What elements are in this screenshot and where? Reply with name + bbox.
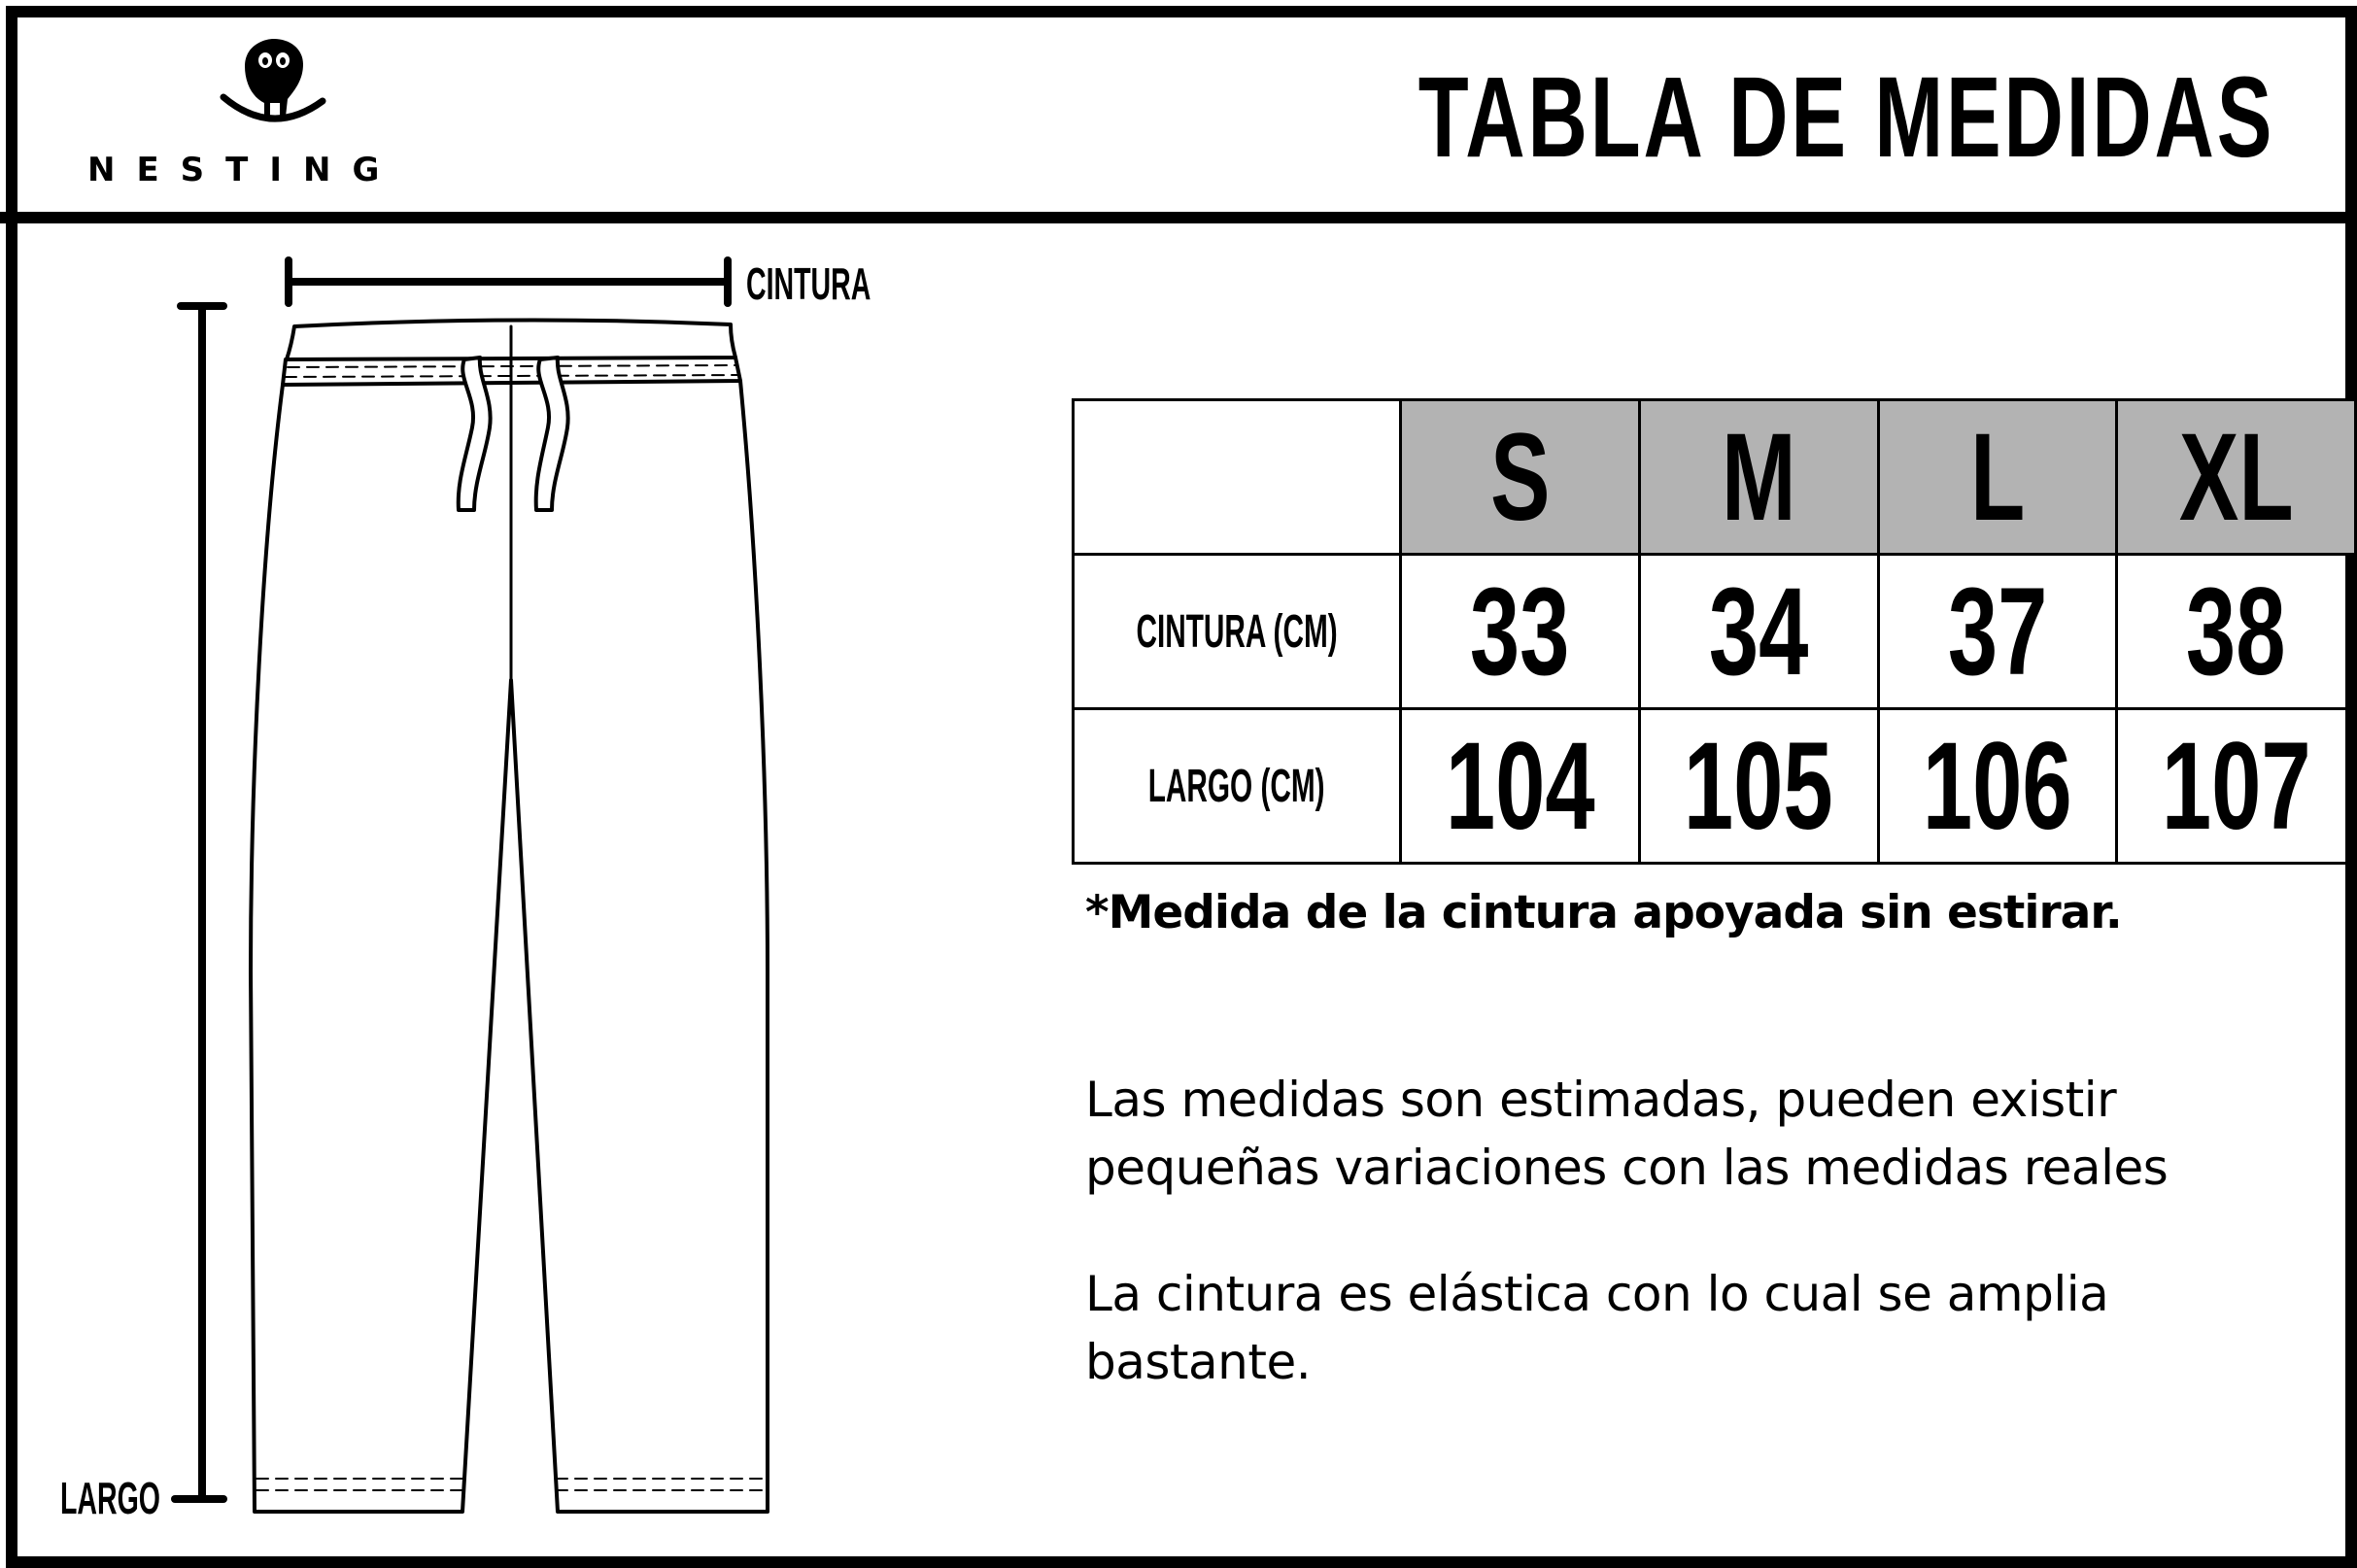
cell-largo-m: 105 [1639, 709, 1878, 864]
size-header-xl: XL [2117, 400, 2356, 555]
length-label: LARGO [60, 1473, 160, 1523]
cell-cintura-m: 34 [1639, 555, 1878, 709]
table-corner-cell [1074, 400, 1401, 555]
size-header-l: L [1878, 400, 2117, 555]
elastic-waist-note [1085, 1260, 2251, 1396]
row-label-cintura: CINTURA (CM) [1074, 555, 1401, 709]
estimate-disclaimer [1085, 1066, 2251, 1202]
pants-outline-icon [0, 0, 972, 1568]
table-row-largo [1074, 709, 2356, 864]
row-label-largo: LARGO (CM) [1074, 709, 1401, 864]
size-header-m: M [1639, 400, 1878, 555]
table-row-cintura [1074, 555, 2356, 709]
waist-label: CINTURA [746, 258, 871, 309]
cell-largo-l: 106 [1878, 709, 2117, 864]
brand-name: NESTING [87, 151, 401, 189]
elastic-line-2: bastante. [1085, 1334, 1312, 1390]
size-table [1072, 398, 2357, 865]
cell-cintura-s: 33 [1401, 555, 1640, 709]
cell-cintura-l: 37 [1878, 555, 2117, 709]
size-header-row [1074, 400, 2356, 555]
cell-largo-s: 104 [1401, 709, 1640, 864]
cell-largo-xl: 107 [2117, 709, 2356, 864]
page-title: TABLA DE MEDIDAS [1418, 53, 2274, 182]
cell-cintura-xl: 38 [2117, 555, 2356, 709]
disclaimer-line-1: Las medidas son estimadas, pueden existir [1085, 1072, 2117, 1128]
disclaimer-line-2: pequeñas variaciones con las medidas reales [1085, 1140, 2169, 1196]
elastic-line-1: La cintura es elástica con lo cual se amplia [1085, 1266, 2109, 1322]
waist-note: *Medida de la cintura apoyada sin estirar. [1085, 886, 2122, 939]
size-header-s: S [1401, 400, 1640, 555]
